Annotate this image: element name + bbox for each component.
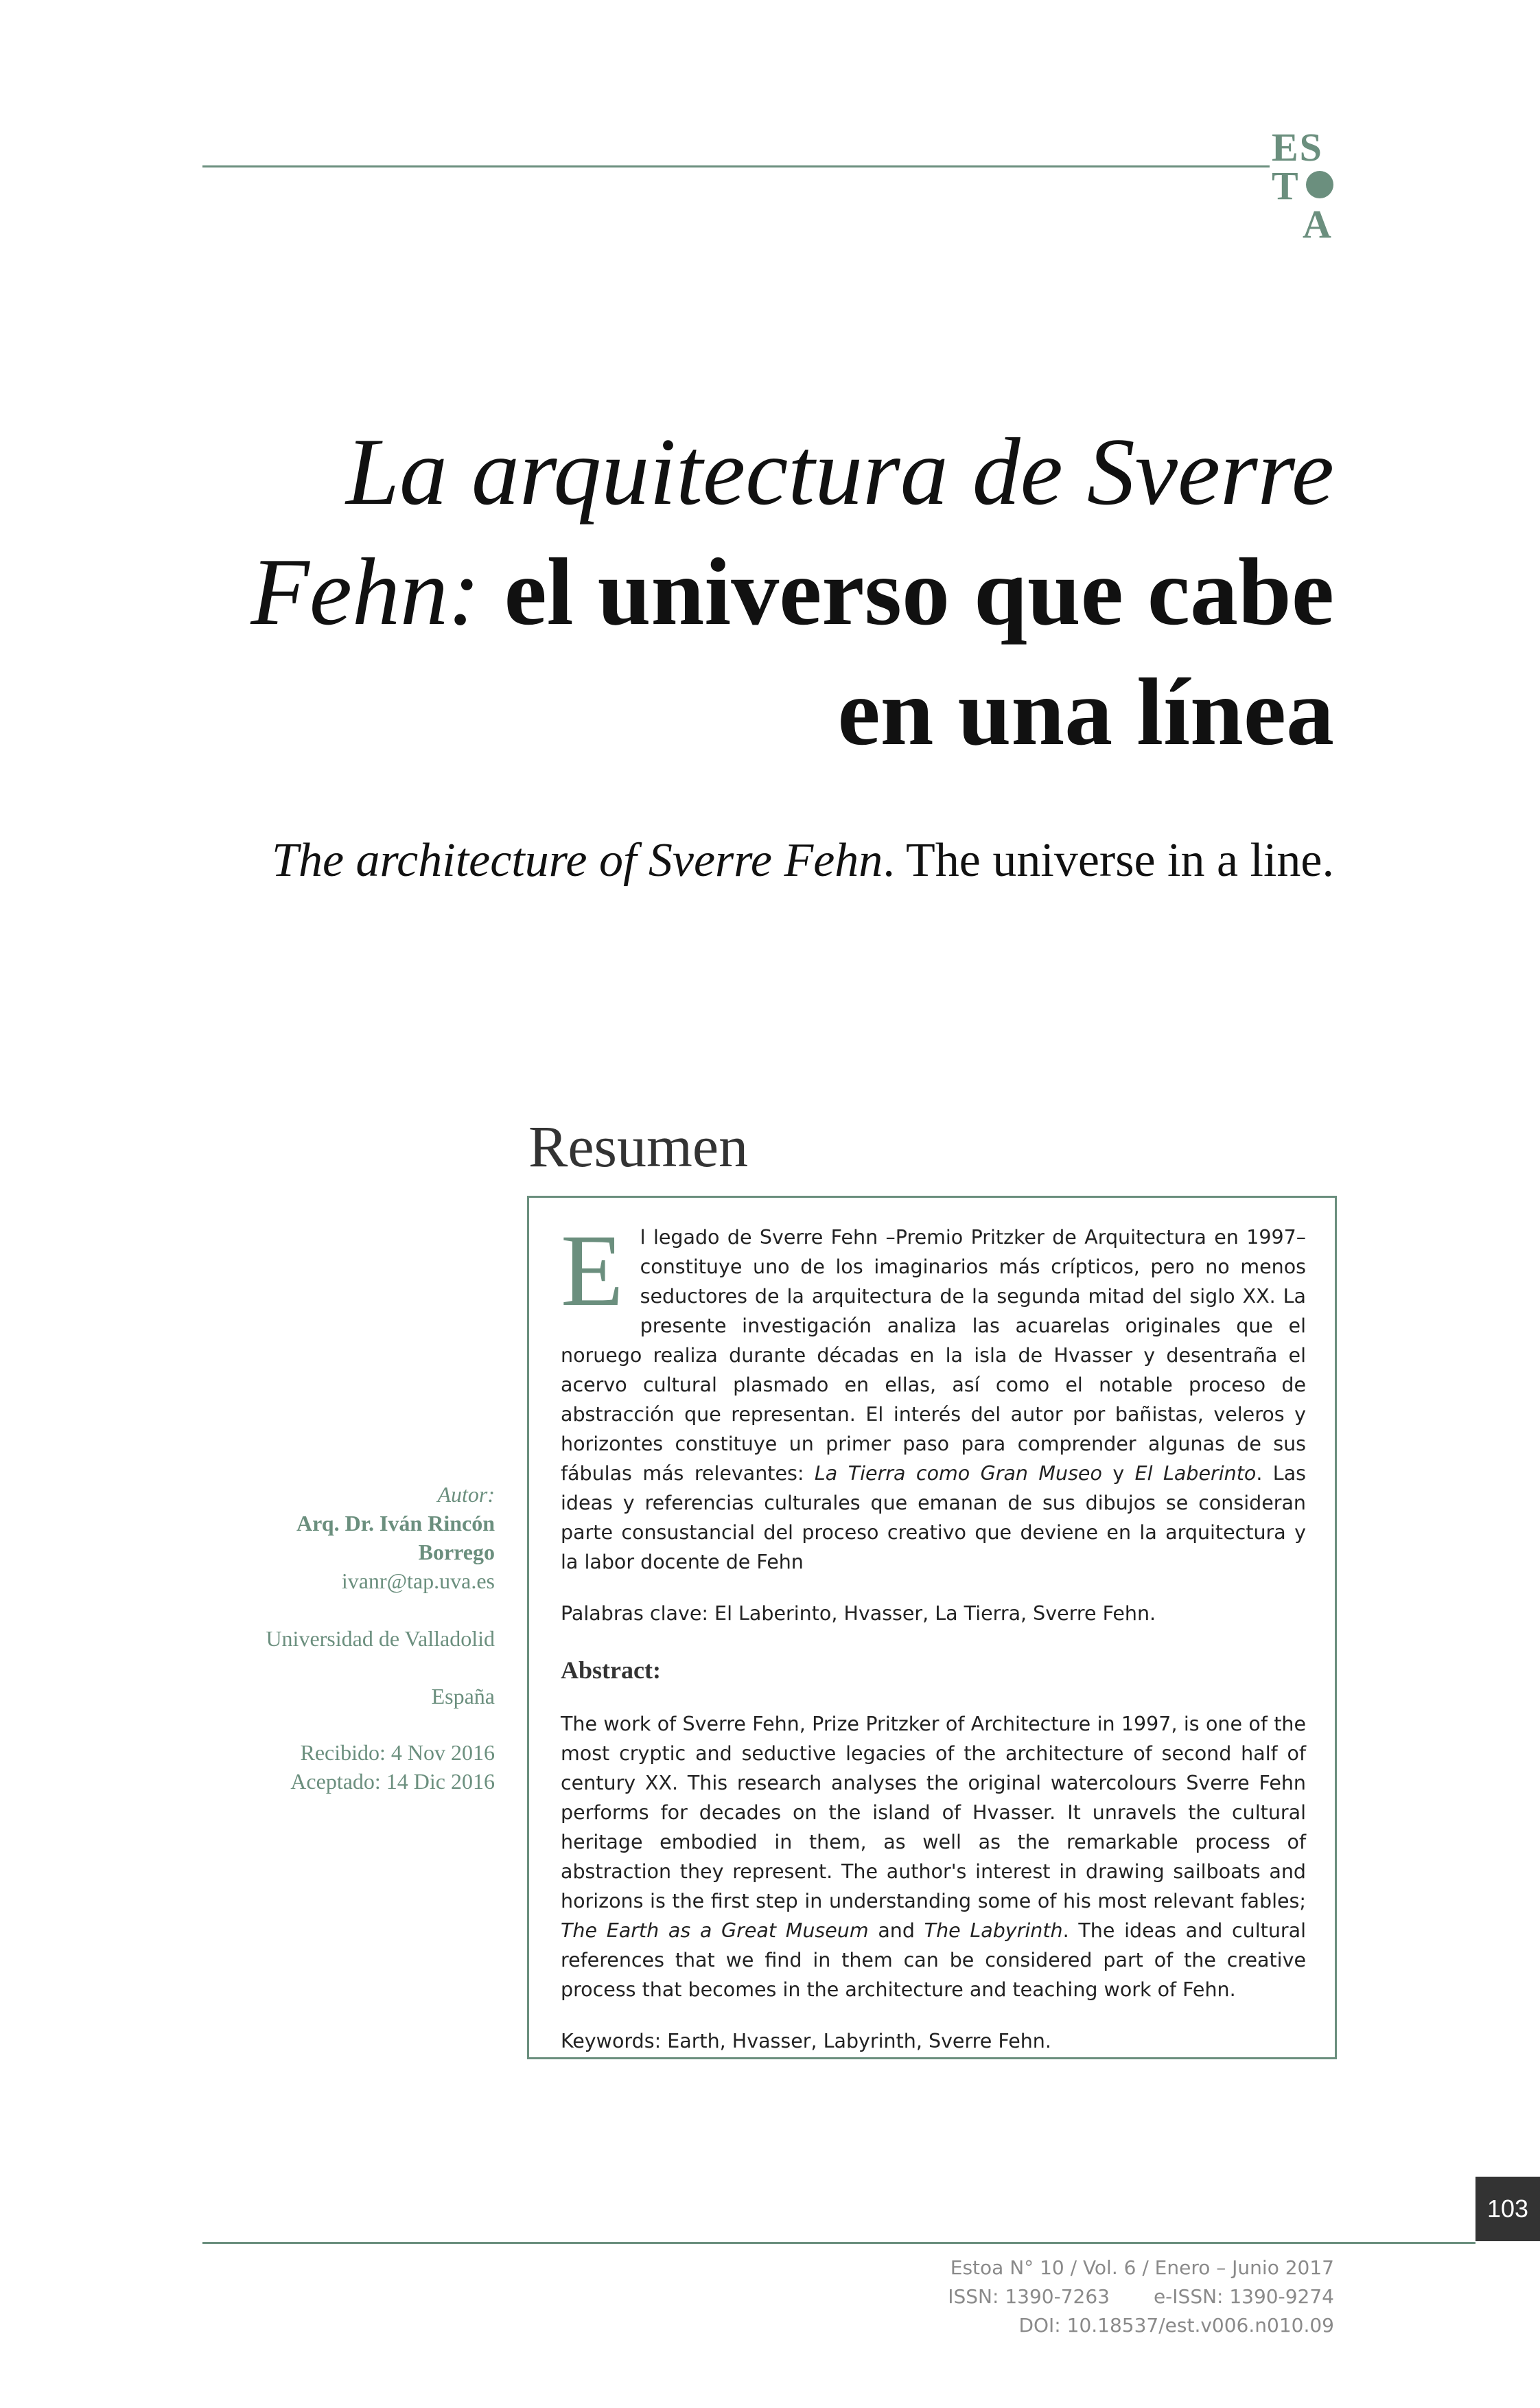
issn: ISSN: 1390-7263 [948,2285,1110,2308]
journal-issue: Estoa N° 10 / Vol. 6 / Enero – Junio 2017 [950,2256,1334,2279]
journal-footer [648,2254,1334,2340]
abstract-connector: and [868,1919,924,1942]
resumen-body [561,1214,1307,1577]
keywords-label-en: Keywords: [561,2030,662,2052]
issn-line [648,2282,1334,2311]
abstract-text-2: . The ideas and cultural references that we find in them can be considered part of the creative process that becomes in the architecture and teaching work of Fehn. [561,1919,1306,2001]
author-name-line1: Arq. Dr. Iván Rincón [296,1511,495,1536]
abstract-box-content [561,1214,1307,2056]
logo-row-2: T [1272,163,1300,208]
abstract-body [561,1709,1306,2004]
resumen-italic-2: El Laberinto [1134,1462,1257,1485]
subtitle-italic: The architecture of Sverre Fehn [272,834,883,887]
author-institution: Universidad de Valladolid [266,1626,495,1651]
abstract-heading: Abstract: [561,1656,661,1684]
abstract-text-1: The work of Sverre Fehn, Prize Pritzker of Architecture in 1997, is one of the most cryptic and seductive legacies of the architecture of second half of century XX. This research analyses the original watercolours Sverre Fehn performs for decades on the island of Hvasser. It unravels the cultural heritage embodied in them, as well as the remarkable process of abstraction they represent. The author's interest in drawing sailboats and horizons is the first step in understanding some of his most relevant fables; [561,1713,1306,1912]
received-date: Recibido: 4 Nov 2016 [300,1740,495,1765]
resumen-text-1: l legado de Sverre Fehn –Premio Pritzker de Arquitectura en 1997– constituye uno de los imaginarios más crípticos, pero no menos seductores de la arquitectura de la segunda mitad del siglo XX. La presente investigación analiza las acuarelas originales que el noruego realiza durante décadas en la isla de Hvasser y desentraña el acervo cultural plasmado en ellas, así como el notable proceso de abstracción que representan. El interés del autor por bañistas, veleros y horizontes constituye un primer paso para comprender algunas de sus fábulas más relevantes: [561,1226,1306,1485]
author-label: Autor: [437,1482,495,1507]
keywords-en: Earth, Hvasser, Labyrinth, Sverre Fehn. [661,2030,1051,2052]
header-rule [202,165,1270,167]
title-bold: el universo que cabe en una línea [504,539,1334,765]
author-country: España [431,1684,495,1709]
logo-circle-icon [1306,171,1333,198]
author-email[interactable]: ivanr@tap.uva.es [341,1568,495,1593]
abstract-italic-2: The Labyrinth [924,1919,1063,1942]
keywords-es: El Laberinto, Hvasser, La Tierra, Sverre Fehn. [708,1602,1156,1625]
estoa-logo [1272,127,1340,247]
author-sidebar [138,1480,495,1796]
author-name-line2: Borrego [418,1540,495,1564]
article-title [167,412,1334,772]
eissn: e-ISSN: 1390-9274 [1153,2285,1334,2308]
page-number: 103 [1475,2177,1540,2241]
abstract-keywords [561,2026,1306,2056]
accepted-date: Aceptado: 14 Dic 2016 [290,1769,495,1794]
resumen-connector: y [1101,1462,1135,1485]
drop-cap: E [561,1214,624,1328]
resumen-keywords [561,1599,1306,1628]
resumen-heading: Resumen [528,1113,749,1179]
article-subtitle [167,827,1334,894]
keywords-label-es: Palabras clave: [561,1602,708,1625]
logo-row-3: A [1303,202,1333,246]
resumen-text-2: . Las ideas y referencias culturales que emanan de sus dibujos se consideran parte consustancial del proceso creativo que deviene en la arquitectura y la labor docente de Fehn [561,1462,1307,1573]
abstract-box [527,1196,1337,2059]
doi[interactable]: DOI: 10.18537/est.v006.n010.09 [1018,2314,1334,2337]
subtitle-rest: . The universe in a line. [883,834,1334,887]
resumen-italic-1: La Tierra como Gran Museo [814,1462,1102,1485]
logo-row-1: ES [1272,125,1323,170]
footer-rule [202,2242,1475,2244]
abstract-italic-1: The Earth as a Great Museum [561,1919,869,1942]
title-italic: La arquitectura de Sverre Fehn: [250,419,1334,645]
